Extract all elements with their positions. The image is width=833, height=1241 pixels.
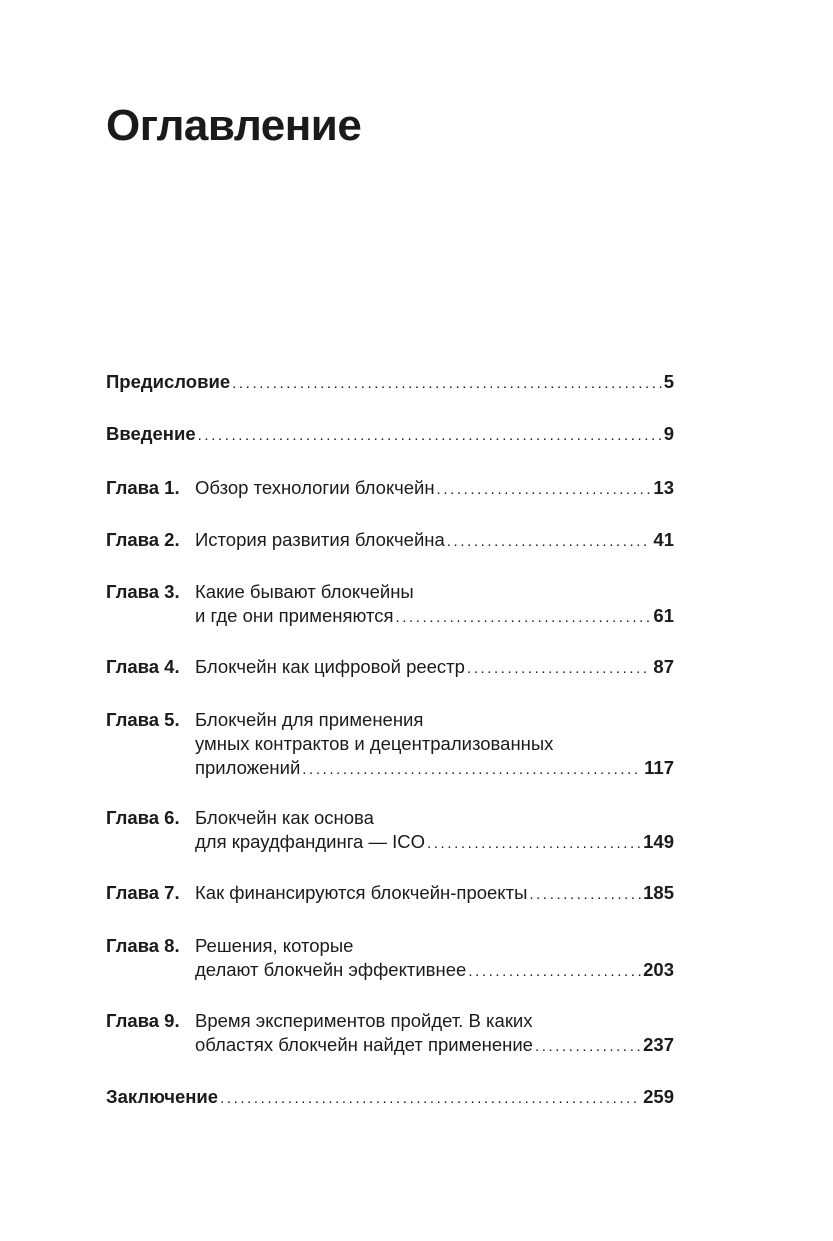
dot-leader (529, 883, 641, 907)
toc-entry-title: Заключение (106, 1086, 219, 1107)
toc-entry-title-line: Какие бывают блокчейны (195, 581, 414, 602)
toc-entry-title: Предисловие (106, 371, 231, 392)
toc-entry-title-line: для краудфандинга — ICO (195, 831, 426, 852)
dot-leader (198, 424, 662, 448)
toc-page-number: 41 (653, 529, 674, 550)
toc-entry-title-line: и где они применяются (195, 605, 394, 626)
toc-entry-title: Обзор технологии блокчейн (195, 477, 435, 498)
chapter-label: Глава 7. (106, 882, 180, 903)
dot-leader (220, 1087, 641, 1111)
toc-entry-title-line: Блокчейн для применения (195, 709, 424, 730)
chapter-label: Глава 1. (106, 477, 180, 498)
toc-entry-title: Введение (106, 423, 196, 444)
toc-page-number: 259 (643, 1086, 674, 1107)
toc-entry-title-line: Блокчейн как основа (195, 807, 374, 828)
toc-page-number: 117 (644, 757, 674, 778)
toc-entry-title-line: делают блокчейн эффективнее (195, 959, 467, 980)
toc-page-number: 5 (663, 371, 674, 392)
chapter-label: Глава 2. (106, 529, 180, 550)
chapter-label: Глава 9. (106, 1010, 180, 1031)
page-title: Оглавление (106, 101, 362, 150)
toc-entry-title: История развития блокчейна (195, 529, 445, 550)
toc-page-number: 13 (653, 477, 674, 498)
toc-entry-title-line: Время экспериментов пройдет. В каких (195, 1010, 533, 1031)
toc-page-number: 237 (643, 1034, 674, 1055)
dot-leader (427, 832, 641, 856)
dot-leader (232, 372, 662, 396)
toc-page-number: 61 (653, 605, 674, 626)
toc-page-number: 203 (643, 959, 674, 980)
chapter-label: Глава 5. (106, 709, 180, 730)
dot-leader (535, 1035, 641, 1059)
toc-page-number: 149 (643, 831, 674, 852)
chapter-label: Глава 4. (106, 656, 180, 677)
chapter-label: Глава 6. (106, 807, 180, 828)
dot-leader (447, 530, 652, 554)
toc-page-number: 9 (663, 423, 674, 444)
dot-leader (468, 960, 641, 984)
toc-page-number: 87 (653, 656, 674, 677)
chapter-label: Глава 8. (106, 935, 180, 956)
toc-entry-title: Блокчейн как цифровой реестр (195, 656, 465, 677)
toc-entry-title: Как финансируются блокчейн-проекты (195, 882, 528, 903)
toc-entry-title-line: областях блокчейн найдет применение (195, 1034, 533, 1055)
toc-entry-title-line: Решения, которые (195, 935, 354, 956)
toc-page-number: 185 (643, 882, 674, 903)
toc-entry-title-line: приложений (195, 757, 301, 778)
dot-leader (395, 606, 651, 630)
chapter-label: Глава 3. (106, 581, 180, 602)
toc-entry-title-line: умных контрактов и децентрализованных (195, 733, 554, 754)
dot-leader (302, 758, 642, 782)
dot-leader (467, 657, 651, 681)
dot-leader (437, 478, 652, 502)
